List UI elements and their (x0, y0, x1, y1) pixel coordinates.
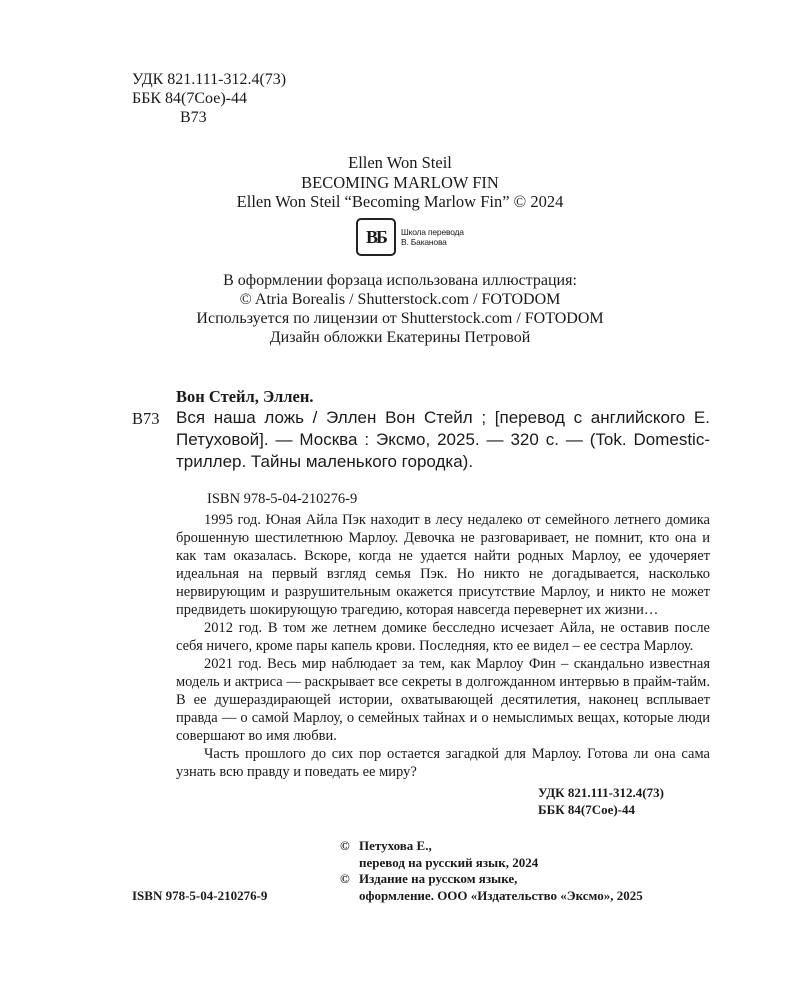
credit-line-1: В оформлении форзаца использована иллюстрация: (223, 272, 577, 289)
logo-caption-line2: В. Баканова (401, 237, 447, 247)
classification-codes (132, 70, 286, 127)
credit-line-3: Используется по лицензии от Shutterstock.com / FOTODOM (196, 310, 604, 327)
bbk-code: ББК 84(7Сое)-44 (132, 90, 247, 107)
udk-code: УДК 821.111-312.4(73) (132, 71, 287, 88)
original-title: BECOMING MARLOW FIN (301, 172, 499, 192)
logo-caption (401, 227, 464, 247)
original-copyright: Ellen Won Steil “Becoming Marlow Fin” © 2024 (236, 192, 564, 211)
translation-school-logo (356, 218, 464, 256)
bibliographic-description: Вся наша ложь / Эллен Вон Стейл ; [перевод с английского Е. Петуховой]. — Москва : Эксмо, 2025. — 320 с. — (Tok. Domestic-триллер. Тайны маленького городка). (176, 408, 710, 471)
copyright-symbol: © (340, 871, 350, 886)
original-author: Ellen Won Steil (348, 153, 452, 172)
copyright-symbol: © (340, 838, 350, 853)
annotation-paragraph: 1995 год. Юная Айла Пэк находит в лесу недалеко от семейного летнего домика брошенную шестилетнюю Марлоу. Девочка не разговаривает, не помнит, кто она и как там оказалась. Вскоре, когда не удается найти родных Марлоу, ее удочеряет идеальная на первый взгляд семья Пэк. Но никто не догадывается, насколько нервирующим и разрушительным окажется присутствие Марлоу, и никто не может предвидеть шокирующую трагедию, которая навсегда перевернет их жизни… (176, 512, 710, 618)
logo-caption-line1: Школа перевода (401, 227, 464, 237)
bibliographic-author-heading: Вон Стейл, Эллен. (176, 387, 314, 406)
author-mark: В73 (180, 109, 207, 126)
translator-copyright (340, 838, 643, 871)
translation-school-logo-icon: ВБ (356, 218, 396, 256)
footer-classification-codes (538, 785, 664, 818)
publisher-line-2: оформление. ООО «Издательство «Эксмо», 2025 (359, 887, 643, 903)
bibliographic-mark: В73 (132, 409, 160, 428)
footer-bbk-code: ББК 84(7Сое)-44 (538, 801, 636, 817)
original-edition-info (0, 153, 800, 212)
annotation-paragraph: Часть прошлого до сих пор остается загадкой для Марлоу. Готова ли она сама узнать всю правду и поведать ее миру? (176, 746, 710, 780)
isbn-inline: ISBN 978-5-04-210276-9 (207, 491, 358, 507)
credit-line-2: © Atria Borealis / Shutterstock.com / FOTODOM (239, 291, 561, 308)
publisher-line-1: Издание на русском языке, (359, 871, 518, 886)
isbn-bottom: ISBN 978-5-04-210276-9 (132, 888, 268, 903)
design-credits (0, 271, 800, 347)
annotation-paragraph: 2021 год. Весь мир наблюдает за тем, как Марлоу Фин – скандально известная модель и актриса — раскрывает все секреты в долгожданном интервью в прайм-тайм. В ее душераздирающей истории, охватывающей десятилетия, наконец всплывает правда — о самой Марлоу, о семейных тайнах и о немыслимых вещах, которые люди совершают во имя любви. (176, 656, 710, 744)
credit-line-4: Дизайн обложки Екатерины Петровой (269, 329, 531, 346)
publisher-copyright (340, 871, 643, 904)
translator-line-1: Петухова Е., (359, 838, 432, 853)
annotation (176, 511, 710, 781)
copyright-block (340, 838, 643, 904)
footer-udk-code: УДК 821.111-312.4(73) (538, 785, 664, 800)
annotation-paragraph: 2012 год. В том же летнем домике бесследно исчезает Айла, не оставив после себя ничего, кроме пары капель крови. Последняя, кто ее видел – ее сестра Марлоу. (176, 620, 710, 654)
translator-line-2: перевод на русский язык, 2024 (359, 854, 539, 870)
